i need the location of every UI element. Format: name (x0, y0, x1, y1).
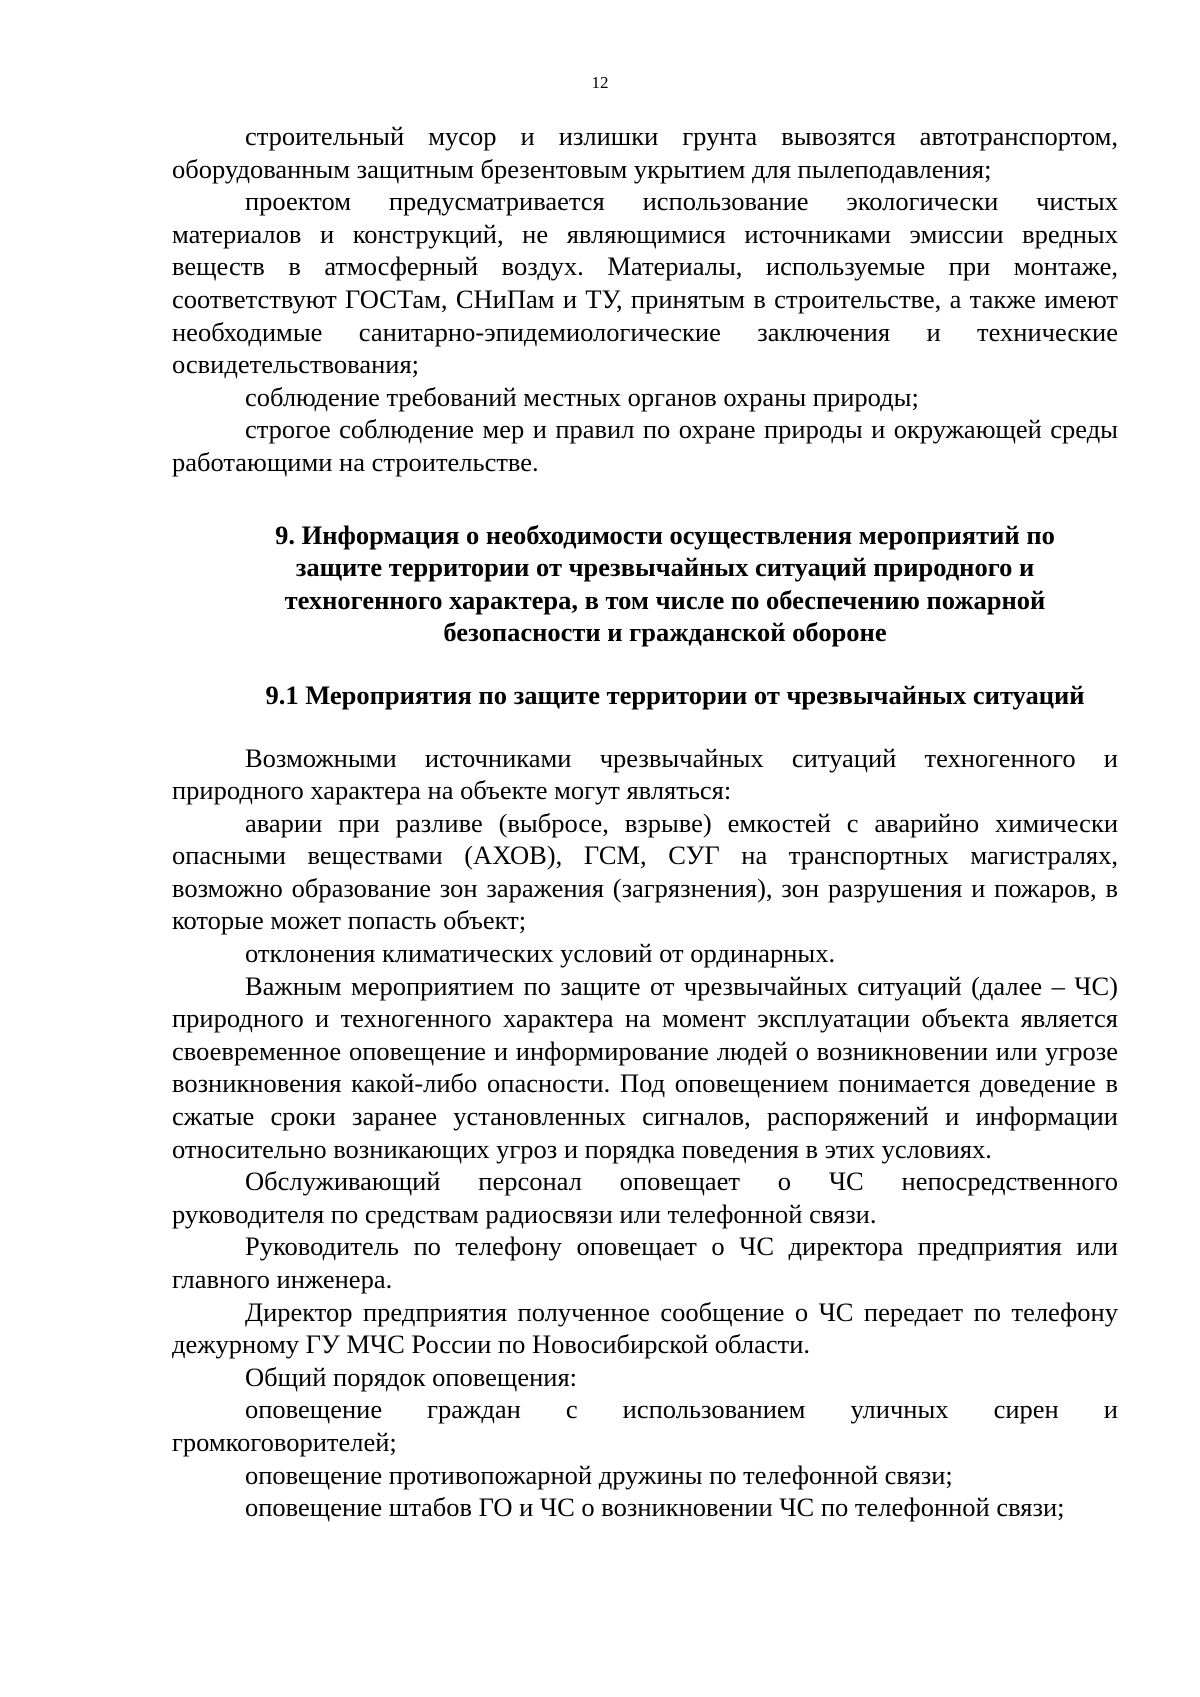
paragraph: Важным мероприятием по защите от чрезвычайных ситуаций (далее – ЧС) природного и техногенного характера на момент эксплуатации объекта является своевременное оповещение и информирование людей о возникновении или угрозе возникновения какой-либо опасности. Под оповещением понимается доведение в сжатые сроки заранее установленных сигналов, распоряжений и информации относительно возникающих угроз и порядка поведения в этих условиях. (172, 970, 1118, 1164)
section-heading: 9. Информация о необходимости осуществления мероприятий по защите территории от чрезвычайных ситуаций природного и техногенного характера, в том числе по обеспечению пожарной безопасности и гражданской обороне (275, 519, 1055, 648)
paragraph: строгое соблюдение мер и правил по охране природы и окружающей среды работающими на строительстве. (172, 414, 1118, 477)
paragraph: оповещение граждан с использованием уличных сирен и громкоговорителей; (172, 1394, 1118, 1457)
document-body (172, 120, 1118, 1524)
paragraph: Обслуживающий персонал оповещает о ЧС непосредственного руководителя по средствам радиосвязи или телефонной связи. (172, 1166, 1118, 1229)
paragraph: Общий порядок оповещения: (245, 1361, 578, 1392)
paragraph: Директор предприятия полученное сообщение о ЧС передает по телефону дежурному ГУ МЧС России по Новосибирской области. (172, 1296, 1118, 1360)
paragraph: Руководитель по телефону оповещает о ЧС директора предприятия или главного инженера. (172, 1231, 1118, 1294)
paragraph: Возможными источниками чрезвычайных ситуаций техногенного и природного характера на объекте могут являться: (172, 742, 1118, 806)
paragraph: строительный мусор и излишки грунта вывозятся автотранспортом, оборудованным защитным брезентовым укрытием для пылеподавления; (172, 121, 1118, 184)
paragraph: оповещение штабов ГО и ЧС о возникновении ЧС по телефонной связи; (245, 1492, 1065, 1523)
page-number: 12 (591, 73, 609, 92)
paragraph: соблюдение требований местных органов охраны природы; (245, 381, 919, 412)
subsection-heading: 9.1 Мероприятия по защите территории от чрезвычайных ситуаций (265, 679, 1085, 710)
paragraph: оповещение противопожарной дружины по телефонной связи; (245, 1459, 953, 1490)
paragraph: аварии при разливе (выбросе, взрыве) емкостей с аварийно химически опасными веществами (АХОВ), ГСМ, СУГ на транспортных магистралях, возможно образование зон заражения (загрязнения), зон разрушения и пожаров, в которые может попасть объект; (172, 807, 1118, 936)
paragraph: проектом предусматривается использование экологически чистых материалов и конструкций, не являющимися источниками эмиссии вредных веществ в атмосферный воздух. Материалы, используемые при монтаже, соответствуют ГОСТам, СНиПам и ТУ, принятым в строительстве, а также имеют необходимые санитарно-эпидемиологические заключения и технические освидетельствования; (172, 186, 1118, 380)
paragraph: отклонения климатических условий от ординарных. (245, 938, 836, 969)
